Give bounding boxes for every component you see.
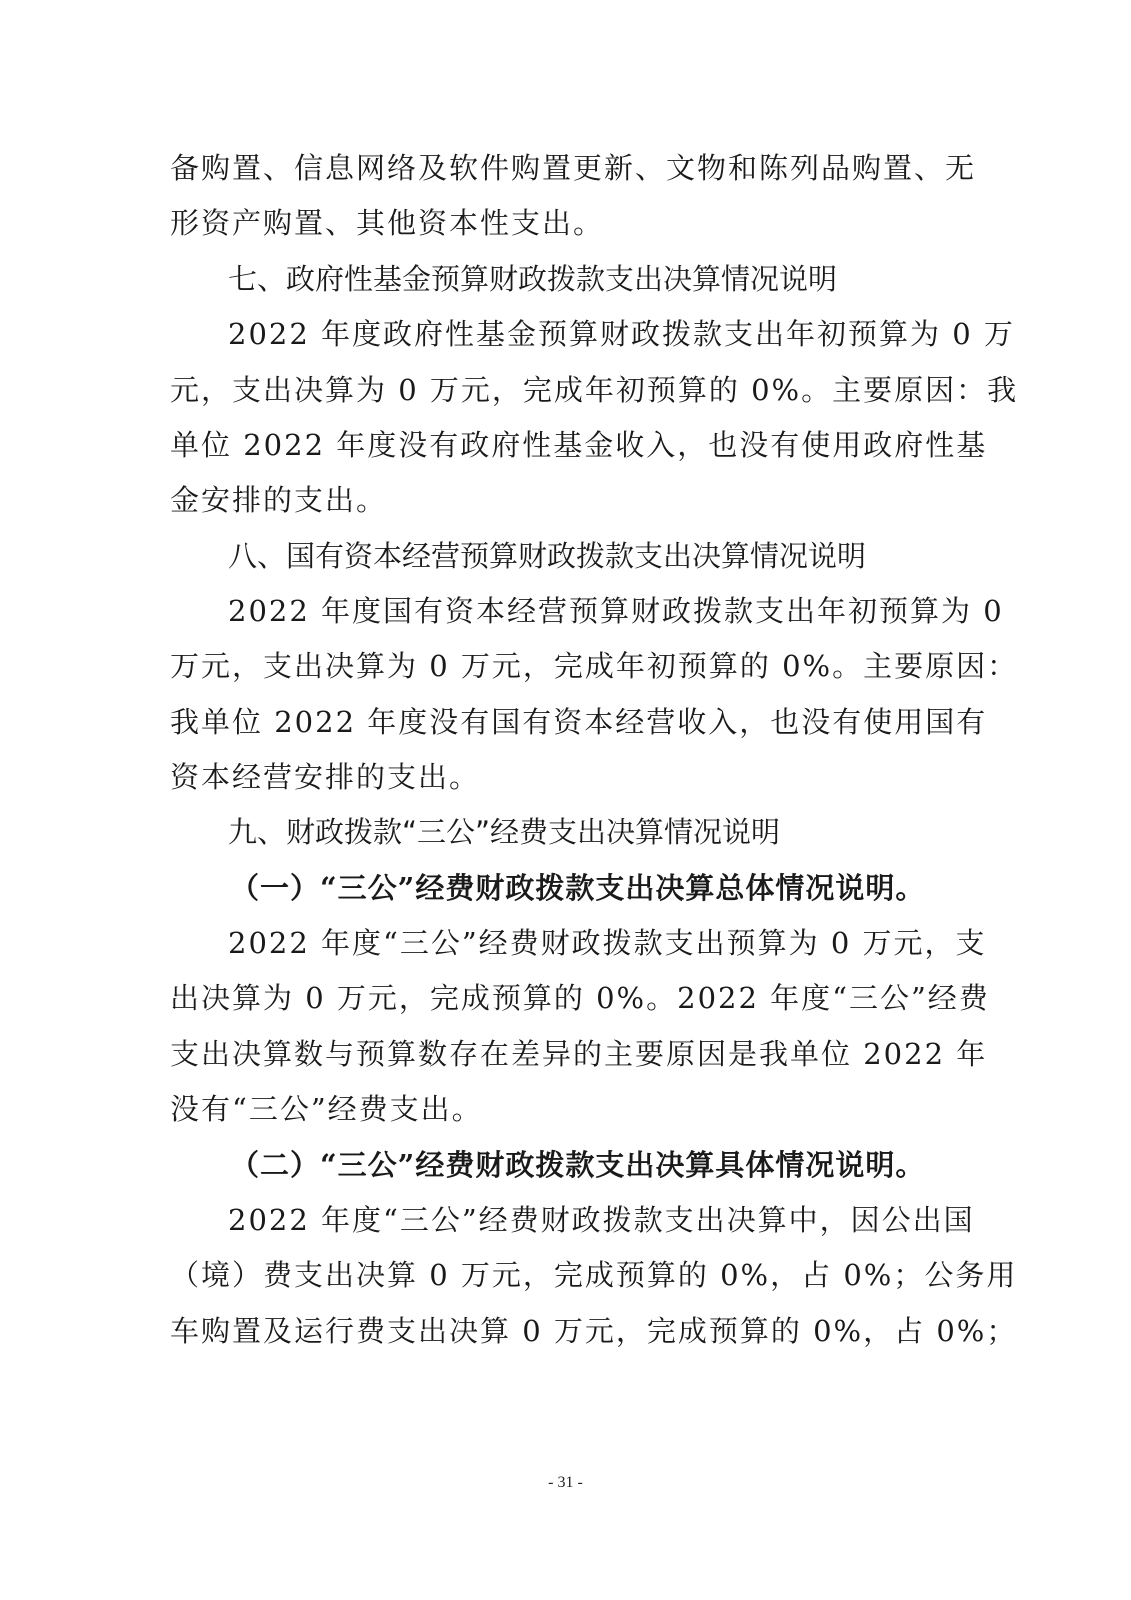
body-line: 资本经营安排的支出。 [170,760,481,794]
body-line: 2022 年度“三公”经费财政拨款支出预算为 0 万元，支 [228,926,987,960]
body-line: 出决算为 0 万元，完成预算的 0%。2022 年度“三公”经费 [170,981,990,1015]
body-line: 2022 年度政府性基金预算财政拨款支出年初预算为 0 万 [228,317,1015,351]
subheading-1: （一）“三公”经费财政拨款支出决算总体情况说明。 [230,871,926,905]
body-line: 支出决算数与预算数存在差异的主要原因是我单位 2022 年 [170,1037,988,1071]
subheading-2: （二）“三公”经费财政拨款支出决算具体情况说明。 [230,1148,926,1182]
section-heading-8: 八、国有资本经营预算财政拨款支出决算情况说明 [228,539,867,573]
body-line: 备购置、信息网络及软件购置更新、文物和陈列品购置、无 [170,151,977,185]
body-line: 金安排的支出。 [170,483,388,517]
body-line: 元，支出决算为 0 万元，完成年初预算的 0%。主要原因：我 [170,373,1019,407]
body-line: （境）费支出决算 0 万元，完成预算的 0%，占 0%；公务用 [170,1258,1018,1292]
body-line: 万元，支出决算为 0 万元，完成年初预算的 0%。主要原因： [170,649,1019,683]
body-line: 单位 2022 年度没有政府性基金收入，也没有使用政府性基 [170,428,988,462]
section-heading-7: 七、政府性基金预算财政拨款支出决算情况说明 [228,262,838,296]
body-line: 车购置及运行费支出决算 0 万元，完成预算的 0%，占 0%； [170,1314,1018,1348]
body-line: 2022 年度国有资本经营预算财政拨款支出年初预算为 0 [228,594,1004,628]
body-line: 没有“三公”经费支出。 [170,1092,483,1126]
body-line: 2022 年度“三公”经费财政拨款支出决算中，因公出国 [228,1203,975,1237]
body-line: 形资产购置、其他资本性支出。 [170,206,605,240]
section-heading-9: 九、财政拨款“三公”经费支出决算情况说明 [228,815,781,849]
page-number: - 31 - [548,1474,583,1491]
body-line: 我单位 2022 年度没有国有资本经营收入，也没有使用国有 [170,705,988,739]
